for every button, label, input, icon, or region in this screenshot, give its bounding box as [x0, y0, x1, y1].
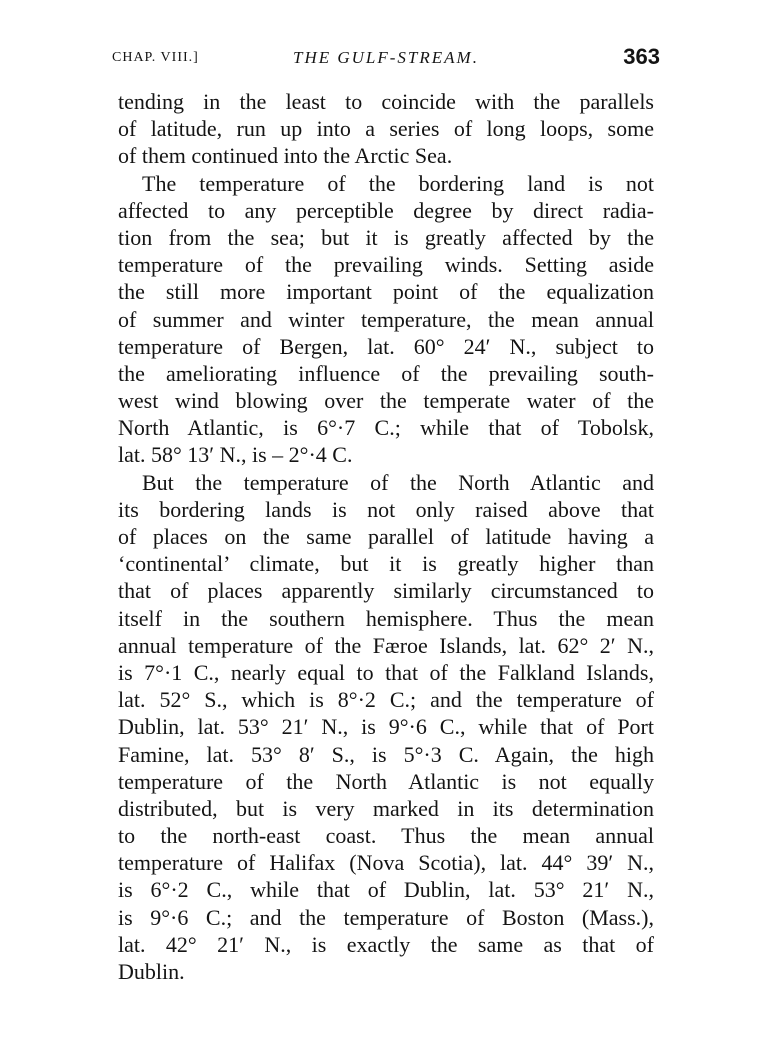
- body-text: [118, 88, 654, 985]
- text-line: Dublin, lat. 53° 21′ N., is 9°·6 C., while that of Port: [118, 714, 654, 740]
- text-line: of them continued into the Arctic Sea.: [118, 143, 453, 169]
- running-head: [112, 44, 660, 74]
- text-line: temperature of Bergen, lat. 60° 24′ N., subject to: [118, 333, 654, 359]
- text-line: Dublin.: [118, 959, 185, 984]
- text-line: is 7°·1 C., nearly equal to that of the Falkland Islands,: [118, 659, 654, 685]
- text-line: lat. 42° 21′ N., is exactly the same as that of: [118, 931, 654, 957]
- text-line: of places on the same parallel of latitude having a: [118, 524, 654, 549]
- text-line: its bordering lands is not only raised above that: [118, 496, 654, 522]
- text-line: tending in the least to coincide with the parallels: [118, 89, 654, 114]
- text-line: tion from the sea; but it is greatly affected by the: [118, 224, 654, 250]
- text-line: temperature of the prevailing winds. Setting aside: [118, 252, 654, 278]
- text-line: lat. 52° S., which is 8°·2 C.; and the temperature of: [118, 687, 654, 713]
- text-line: North Atlantic, is 6°·7 C.; while that of Tobolsk,: [118, 415, 654, 441]
- text-line: ‘continental’ climate, but it is greatly higher than: [118, 551, 654, 577]
- text-line: of summer and winter temperature, the mean annual: [118, 306, 654, 332]
- text-line: that of places apparently similarly circumstanced to: [118, 578, 654, 604]
- text-line: The temperature of the bordering land is not: [142, 170, 654, 196]
- text-line: the still more important point of the equalization: [118, 279, 654, 305]
- text-line: itself in the southern hemisphere. Thus the mean: [118, 605, 654, 631]
- text-line: is 9°·6 C.; and the temperature of Boston (Mass.),: [118, 904, 654, 930]
- text-line: temperature of the North Atlantic is not equally: [118, 768, 654, 794]
- text-line: Famine, lat. 53° 8′ S., is 5°·3 C. Again, the high: [118, 741, 654, 767]
- text-line: lat. 58° 13′ N., is – 2°·4 C.: [118, 442, 353, 468]
- text-line: is 6°·2 C., while that of Dublin, lat. 53° 21′ N.,: [118, 877, 654, 903]
- page-number: 363: [623, 44, 660, 69]
- text-line: affected to any perceptible degree by direct radia-: [118, 197, 654, 223]
- text-line: annual temperature of the Færoe Islands, lat. 62° 2′ N.,: [118, 632, 654, 658]
- text-line: west wind blowing over the temperate water of the: [118, 388, 654, 414]
- text-line: distributed, but is very marked in its determination: [118, 795, 654, 821]
- text-line: temperature of Halifax (Nova Scotia), lat. 44° 39′ N.,: [118, 850, 654, 876]
- text-line: to the north-east coast. Thus the mean annual: [118, 823, 654, 849]
- text-line: of latitude, run up into a series of long loops, some: [118, 116, 654, 142]
- text-line: But the temperature of the North Atlantic and: [142, 469, 654, 495]
- running-title: THE GULF-STREAM.: [293, 48, 479, 67]
- chapter-label: CHAP. VIII.]: [112, 50, 199, 65]
- text-line: the ameliorating influence of the prevailing south-: [118, 360, 654, 386]
